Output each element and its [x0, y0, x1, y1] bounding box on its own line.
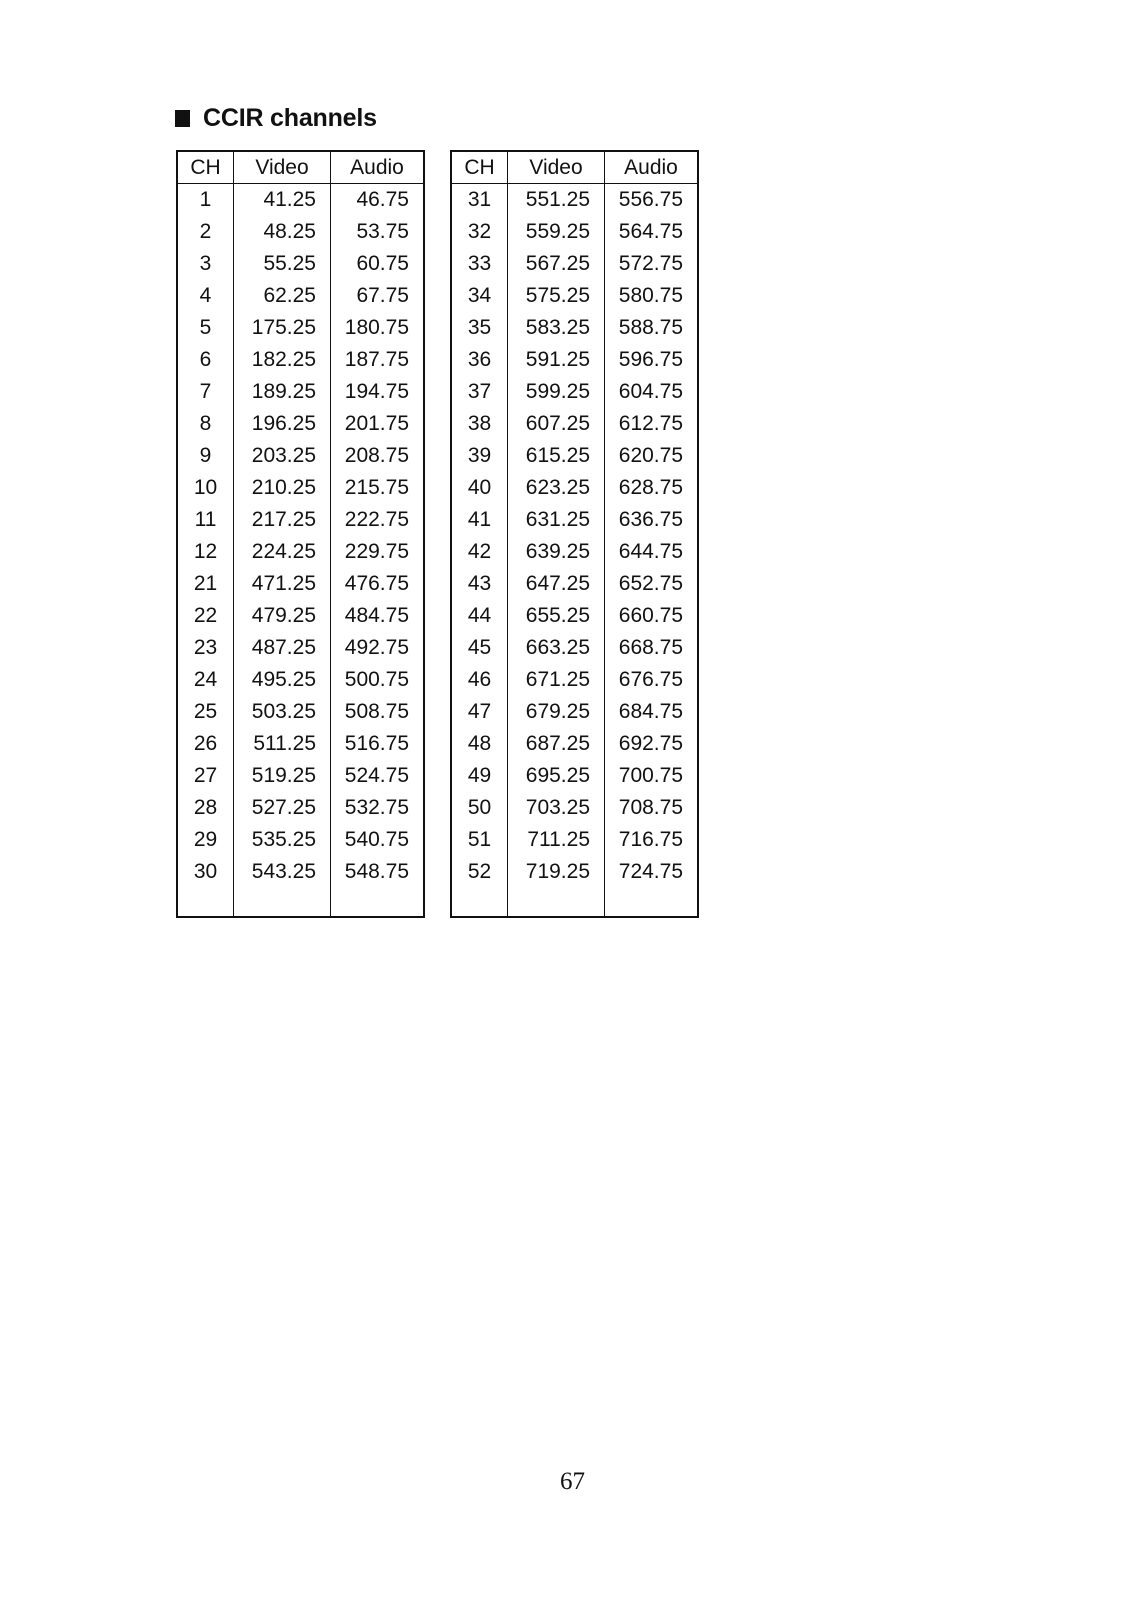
- cell-ch: 11: [177, 504, 234, 536]
- cell-audio: 53.75: [331, 216, 425, 248]
- table-row: [177, 472, 424, 504]
- cell-video: 599.25: [508, 376, 605, 408]
- cell-video: 631.25: [508, 504, 605, 536]
- cell-ch: 24: [177, 664, 234, 696]
- cell-video: 527.25: [234, 792, 331, 824]
- cell-audio: 636.75: [605, 504, 699, 536]
- table-row: [451, 536, 698, 568]
- cell-video: 41.25: [234, 184, 331, 217]
- cell-video: 55.25: [234, 248, 331, 280]
- table-row: [177, 600, 424, 632]
- cell-video: 48.25: [234, 216, 331, 248]
- cell-audio: 652.75: [605, 568, 699, 600]
- ccir-table-left: [176, 150, 425, 918]
- cell-ch: 49: [451, 760, 508, 792]
- cell-audio: 548.75: [331, 856, 425, 888]
- table-row: [177, 440, 424, 472]
- cell-video: 607.25: [508, 408, 605, 440]
- cell-video: 615.25: [508, 440, 605, 472]
- cell-video: 551.25: [508, 184, 605, 217]
- table-row: [177, 664, 424, 696]
- table-row: [177, 408, 424, 440]
- col-header-ch: CH: [451, 151, 508, 184]
- cell-ch: 28: [177, 792, 234, 824]
- heading-text: CCIR channels: [203, 104, 377, 132]
- table-header-row: [177, 151, 424, 184]
- cell-ch: 27: [177, 760, 234, 792]
- cell-audio: 492.75: [331, 632, 425, 664]
- cell-video: 679.25: [508, 696, 605, 728]
- cell-ch: 45: [451, 632, 508, 664]
- empty-cell: [177, 888, 234, 917]
- cell-ch: 31: [451, 184, 508, 217]
- cell-audio: 194.75: [331, 376, 425, 408]
- cell-audio: 708.75: [605, 792, 699, 824]
- table-row: [451, 760, 698, 792]
- cell-video: 495.25: [234, 664, 331, 696]
- cell-audio: 700.75: [605, 760, 699, 792]
- cell-audio: 684.75: [605, 696, 699, 728]
- cell-audio: 208.75: [331, 440, 425, 472]
- cell-video: 175.25: [234, 312, 331, 344]
- cell-audio: 612.75: [605, 408, 699, 440]
- table-row: [451, 184, 698, 217]
- cell-ch: 6: [177, 344, 234, 376]
- cell-audio: 628.75: [605, 472, 699, 504]
- page-number: 67: [560, 1468, 585, 1495]
- cell-video: 559.25: [508, 216, 605, 248]
- cell-ch: 1: [177, 184, 234, 217]
- table-row: [177, 696, 424, 728]
- col-header-ch: CH: [177, 151, 234, 184]
- table-row: [451, 856, 698, 888]
- cell-video: 503.25: [234, 696, 331, 728]
- cell-audio: 572.75: [605, 248, 699, 280]
- cell-video: 519.25: [234, 760, 331, 792]
- cell-video: 687.25: [508, 728, 605, 760]
- col-header-audio: Audio: [331, 151, 425, 184]
- cell-ch: 50: [451, 792, 508, 824]
- cell-audio: 588.75: [605, 312, 699, 344]
- cell-audio: 46.75: [331, 184, 425, 217]
- empty-cell: [234, 888, 331, 917]
- cell-video: 224.25: [234, 536, 331, 568]
- cell-ch: 32: [451, 216, 508, 248]
- cell-audio: 644.75: [605, 536, 699, 568]
- cell-audio: 532.75: [331, 792, 425, 824]
- cell-video: 639.25: [508, 536, 605, 568]
- table-row: [451, 440, 698, 472]
- table-row: [451, 824, 698, 856]
- cell-video: 575.25: [508, 280, 605, 312]
- cell-video: 583.25: [508, 312, 605, 344]
- cell-ch: 40: [451, 472, 508, 504]
- empty-cell: [605, 888, 699, 917]
- table-row: [177, 376, 424, 408]
- cell-video: 511.25: [234, 728, 331, 760]
- cell-video: 182.25: [234, 344, 331, 376]
- cell-ch: 4: [177, 280, 234, 312]
- cell-ch: 48: [451, 728, 508, 760]
- cell-ch: 12: [177, 536, 234, 568]
- cell-audio: 676.75: [605, 664, 699, 696]
- cell-audio: 229.75: [331, 536, 425, 568]
- empty-cell: [508, 888, 605, 917]
- cell-ch: 26: [177, 728, 234, 760]
- cell-ch: 25: [177, 696, 234, 728]
- cell-audio: 692.75: [605, 728, 699, 760]
- cell-ch: 44: [451, 600, 508, 632]
- cell-audio: 660.75: [605, 600, 699, 632]
- cell-audio: 524.75: [331, 760, 425, 792]
- cell-video: 671.25: [508, 664, 605, 696]
- square-bullet-icon: [175, 110, 190, 127]
- cell-video: 189.25: [234, 376, 331, 408]
- table-row: [177, 792, 424, 824]
- col-header-video: Video: [234, 151, 331, 184]
- table-row: [451, 280, 698, 312]
- cell-video: 543.25: [234, 856, 331, 888]
- table-row: [177, 824, 424, 856]
- cell-video: 217.25: [234, 504, 331, 536]
- cell-ch: 47: [451, 696, 508, 728]
- cell-video: 487.25: [234, 632, 331, 664]
- table-row: [451, 344, 698, 376]
- cell-ch: 2: [177, 216, 234, 248]
- table-row: [451, 632, 698, 664]
- cell-ch: 5: [177, 312, 234, 344]
- cell-audio: 516.75: [331, 728, 425, 760]
- cell-audio: 564.75: [605, 216, 699, 248]
- cell-ch: 36: [451, 344, 508, 376]
- col-header-audio: Audio: [605, 151, 699, 184]
- table-row: [451, 728, 698, 760]
- table-row: [451, 664, 698, 696]
- table-row: [451, 408, 698, 440]
- empty-cell: [331, 888, 425, 917]
- cell-video: 479.25: [234, 600, 331, 632]
- col-header-video: Video: [508, 151, 605, 184]
- cell-video: 535.25: [234, 824, 331, 856]
- table-row: [177, 760, 424, 792]
- cell-audio: 201.75: [331, 408, 425, 440]
- table-row: [177, 504, 424, 536]
- cell-video: 623.25: [508, 472, 605, 504]
- table-row: [177, 248, 424, 280]
- table-row: [451, 472, 698, 504]
- cell-ch: 51: [451, 824, 508, 856]
- table-bottom-spacer: [177, 888, 424, 917]
- cell-video: 62.25: [234, 280, 331, 312]
- cell-audio: 556.75: [605, 184, 699, 217]
- cell-ch: 9: [177, 440, 234, 472]
- table-header-row: [451, 151, 698, 184]
- cell-audio: 620.75: [605, 440, 699, 472]
- ccir-table-right: [450, 150, 699, 918]
- table-row: [177, 184, 424, 217]
- cell-audio: 668.75: [605, 632, 699, 664]
- cell-video: 203.25: [234, 440, 331, 472]
- cell-audio: 215.75: [331, 472, 425, 504]
- cell-audio: 476.75: [331, 568, 425, 600]
- table-row: [177, 280, 424, 312]
- table-row: [451, 504, 698, 536]
- cell-audio: 716.75: [605, 824, 699, 856]
- cell-audio: 596.75: [605, 344, 699, 376]
- table-row: [451, 568, 698, 600]
- cell-ch: 41: [451, 504, 508, 536]
- cell-ch: 37: [451, 376, 508, 408]
- table-row: [177, 344, 424, 376]
- cell-audio: 67.75: [331, 280, 425, 312]
- cell-video: 703.25: [508, 792, 605, 824]
- cell-ch: 39: [451, 440, 508, 472]
- table-row: [451, 376, 698, 408]
- table-row: [177, 216, 424, 248]
- cell-video: 711.25: [508, 824, 605, 856]
- cell-video: 471.25: [234, 568, 331, 600]
- cell-ch: 22: [177, 600, 234, 632]
- table-row: [177, 728, 424, 760]
- cell-audio: 222.75: [331, 504, 425, 536]
- cell-video: 655.25: [508, 600, 605, 632]
- cell-ch: 33: [451, 248, 508, 280]
- cell-audio: 724.75: [605, 856, 699, 888]
- cell-audio: 60.75: [331, 248, 425, 280]
- table-row: [177, 632, 424, 664]
- cell-video: 695.25: [508, 760, 605, 792]
- cell-video: 591.25: [508, 344, 605, 376]
- table-row: [451, 312, 698, 344]
- cell-video: 719.25: [508, 856, 605, 888]
- cell-ch: 23: [177, 632, 234, 664]
- table-body-right: [451, 184, 698, 918]
- table-row: [177, 856, 424, 888]
- cell-ch: 46: [451, 664, 508, 696]
- cell-audio: 180.75: [331, 312, 425, 344]
- cell-ch: 34: [451, 280, 508, 312]
- table-row: [451, 600, 698, 632]
- cell-audio: 540.75: [331, 824, 425, 856]
- cell-ch: 8: [177, 408, 234, 440]
- table-row: [451, 696, 698, 728]
- cell-video: 210.25: [234, 472, 331, 504]
- cell-ch: 7: [177, 376, 234, 408]
- cell-ch: 35: [451, 312, 508, 344]
- cell-ch: 52: [451, 856, 508, 888]
- table-row: [177, 536, 424, 568]
- cell-audio: 580.75: [605, 280, 699, 312]
- cell-audio: 508.75: [331, 696, 425, 728]
- cell-ch: 3: [177, 248, 234, 280]
- table-bottom-spacer: [451, 888, 698, 917]
- table-body-left: [177, 184, 424, 918]
- table-row: [177, 312, 424, 344]
- cell-audio: 500.75: [331, 664, 425, 696]
- cell-video: 567.25: [508, 248, 605, 280]
- cell-ch: 30: [177, 856, 234, 888]
- table-row: [177, 568, 424, 600]
- cell-video: 196.25: [234, 408, 331, 440]
- cell-ch: 38: [451, 408, 508, 440]
- table-row: [451, 248, 698, 280]
- cell-audio: 484.75: [331, 600, 425, 632]
- cell-video: 663.25: [508, 632, 605, 664]
- cell-ch: 42: [451, 536, 508, 568]
- cell-audio: 187.75: [331, 344, 425, 376]
- table-row: [451, 792, 698, 824]
- cell-ch: 43: [451, 568, 508, 600]
- section-heading: [175, 104, 377, 133]
- empty-cell: [451, 888, 508, 917]
- cell-ch: 29: [177, 824, 234, 856]
- cell-audio: 604.75: [605, 376, 699, 408]
- cell-video: 647.25: [508, 568, 605, 600]
- cell-ch: 10: [177, 472, 234, 504]
- table-row: [451, 216, 698, 248]
- cell-ch: 21: [177, 568, 234, 600]
